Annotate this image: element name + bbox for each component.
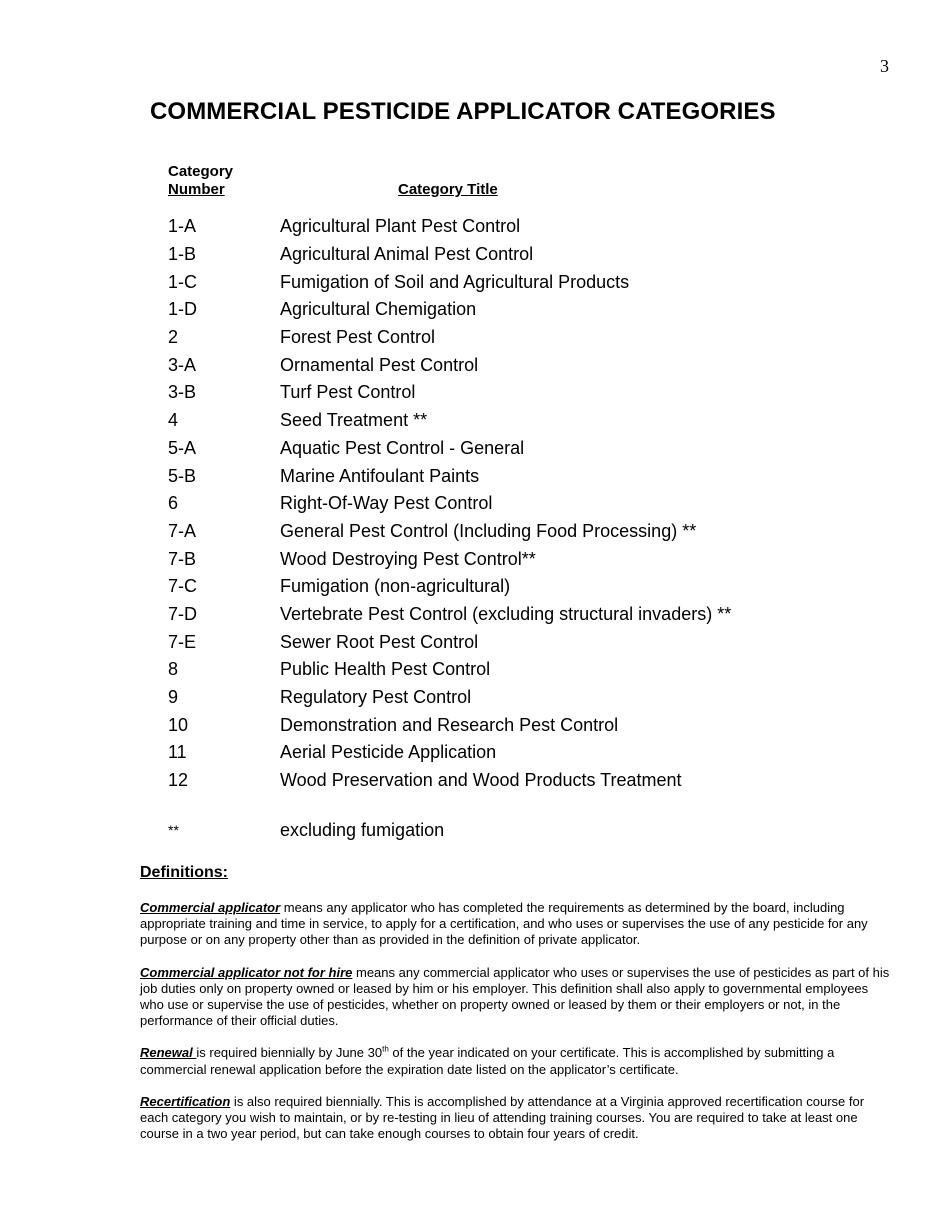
category-number: 12 — [168, 770, 189, 791]
category-number: 8 — [168, 659, 179, 680]
category-title: Marine Antifoulant Paints — [280, 465, 480, 486]
category-number: 4 — [168, 410, 179, 431]
category-row — [168, 296, 868, 324]
footnote-row — [168, 820, 444, 841]
category-title: Right-Of-Way Pest Control — [280, 493, 493, 514]
definition-text: is also required biennially. This is accomplished by attendance at a Virginia approved recertification course for each category you wish to maintain, or by re-testing in lieu of attending training courses. You are required to take at least one course in a two year period, but can take enough courses to obtain four years of credit. — [140, 1093, 865, 1142]
definition-superscript: th — [382, 1045, 389, 1055]
category-row — [168, 739, 868, 767]
category-title: Turf Pest Control — [280, 382, 416, 403]
category-row — [168, 767, 868, 795]
category-table — [168, 213, 868, 794]
category-row — [168, 573, 868, 601]
category-title: Seed Treatment ** — [280, 410, 428, 431]
category-number: 9 — [168, 687, 179, 708]
category-row — [168, 324, 868, 352]
category-title: Forest Pest Control — [280, 327, 436, 348]
definition-term: Recertification — [140, 1093, 231, 1109]
category-number: 11 — [168, 742, 187, 763]
category-number: 7-A — [168, 520, 197, 541]
definition-recertification — [140, 1094, 892, 1143]
definition-text: means any applicator who has completed the requirements as determined by the board, including appropriate training and time in service, to apply for a certification, and who uses or supervises the use of any pesticide for any purpose or on any property other than as provided in the definition of private applicator. — [140, 900, 868, 948]
definition-term: Commercial applicator — [140, 900, 281, 915]
category-number: 5-B — [168, 465, 197, 486]
category-row — [168, 628, 868, 656]
category-number: 1-B — [168, 244, 197, 265]
category-row — [168, 268, 868, 296]
definition-term: Renewal — [140, 1045, 197, 1061]
category-number: 1-D — [168, 299, 198, 320]
category-row — [168, 379, 868, 407]
category-title: Fumigation of Soil and Agricultural Products — [280, 271, 630, 292]
category-row — [168, 435, 868, 463]
definitions-heading: Definitions: — [140, 864, 228, 881]
category-number: 1-A — [168, 216, 197, 237]
definition-text: is required biennially by June 30 — [196, 1045, 383, 1061]
category-title: Public Health Pest Control — [280, 659, 491, 680]
category-number: 7-E — [168, 631, 197, 652]
column-header-category-title: Category Title — [398, 181, 498, 198]
category-number: 6 — [168, 493, 179, 514]
definition-commercial-applicator-not-for-hire — [140, 965, 892, 1030]
category-row — [168, 407, 868, 435]
column-header-number-line1: Category — [168, 163, 234, 180]
category-title: Ornamental Pest Control — [280, 354, 479, 375]
category-number: 3-B — [168, 382, 197, 403]
definition-commercial-applicator — [140, 900, 892, 949]
category-title: Demonstration and Research Pest Control — [280, 714, 619, 735]
category-title: Agricultural Animal Pest Control — [280, 244, 534, 265]
category-title: Aerial Pesticide Application — [280, 742, 497, 763]
category-row — [168, 684, 868, 712]
definition-term: Commercial applicator not for hire — [140, 964, 353, 980]
category-number: 5-A — [168, 437, 197, 458]
category-number: 2 — [168, 327, 179, 348]
page-number: 3 — [880, 56, 889, 76]
category-row — [168, 518, 868, 546]
category-row — [168, 462, 868, 490]
footnote-mark: ** — [168, 822, 179, 838]
category-row — [168, 601, 868, 629]
category-title: Agricultural Chemigation — [280, 299, 477, 320]
category-title: General Pest Control (Including Food Processing) ** — [280, 520, 697, 541]
category-row — [168, 241, 868, 269]
category-number: 3-A — [168, 354, 197, 375]
category-row — [168, 656, 868, 684]
category-number: 7-C — [168, 576, 198, 597]
definition-text: means any commercial applicator who uses or supervises the use of pesticides as part of his job duties only on property owned or leased by him or his employer. This definition shall also apply to governmental employees who use or supervise the use of pesticides, whether on property owned or leased by them or their employers or not, in the performance of their official duties. — [140, 964, 890, 1029]
category-row — [168, 711, 868, 739]
column-header-number-line2: Number — [168, 181, 225, 198]
category-title: Fumigation (non-agricultural) — [280, 576, 511, 597]
category-title: Aquatic Pest Control - General — [280, 437, 525, 458]
category-title: Regulatory Pest Control — [280, 687, 472, 708]
category-number: 1-C — [168, 271, 198, 292]
category-title: Vertebrate Pest Control (excluding structural invaders) ** — [280, 603, 732, 624]
category-title: Wood Preservation and Wood Products Treatment — [280, 770, 682, 791]
category-title: Wood Destroying Pest Control** — [280, 548, 536, 569]
footnote-text: excluding fumigation — [280, 820, 445, 840]
category-row — [168, 351, 868, 379]
category-title: Agricultural Plant Pest Control — [280, 216, 521, 237]
category-title: Sewer Root Pest Control — [280, 631, 479, 652]
category-row — [168, 213, 868, 241]
definition-text-continued: of the year indicated on your certificate. This is accomplished by submitting a commercial renewal application before the expiration date listed on the applicator’s certificate. — [140, 1045, 835, 1077]
category-number: 10 — [168, 714, 189, 735]
category-number: 7-B — [168, 548, 197, 569]
page-title: COMMERCIAL PESTICIDE APPLICATOR CATEGORIES — [150, 98, 776, 125]
category-number: 7-D — [168, 603, 198, 624]
definitions-section — [140, 900, 892, 1158]
category-row — [168, 545, 868, 573]
category-row — [168, 490, 868, 518]
definition-renewal — [140, 1045, 892, 1077]
column-header-category-number — [168, 163, 233, 199]
